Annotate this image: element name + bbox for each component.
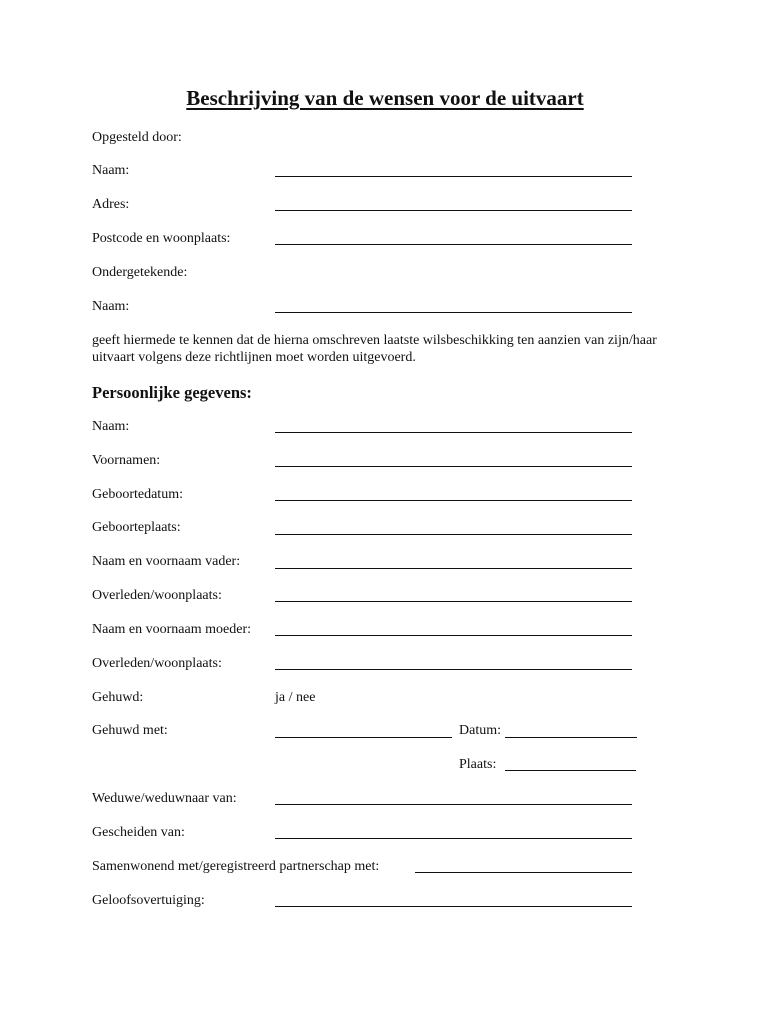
ondergetekende-label: Ondergetekende: [92,265,188,280]
overleden-moeder-label: Overleden/woonplaats: [92,656,222,671]
samenwonend-field[interactable] [415,872,632,873]
geloof-label: Geloofsovertuiging: [92,893,205,908]
geboortedatum-field[interactable] [275,500,632,501]
geboorteplaats-field[interactable] [275,534,632,535]
gehuwd-value[interactable]: ja / nee [275,690,316,705]
plaats-field[interactable] [505,770,636,771]
gehuwd-met-label: Gehuwd met: [92,723,168,738]
weduwe-label: Weduwe/weduwnaar van: [92,791,237,806]
gehuwd-label: Gehuwd: [92,690,144,705]
voornamen-label: Voornamen: [92,453,161,468]
datum-label: Datum: [459,723,501,738]
gescheiden-label: Gescheiden van: [92,825,185,840]
signer-name-field[interactable] [275,312,632,313]
samenwonend-label: Samenwonend met/geregistreerd partnerschap met: [92,859,380,874]
personal-name-label: Naam: [92,419,130,434]
author-postcode-label: Postcode en woonplaats: [92,231,231,246]
author-postcode-field[interactable] [275,244,632,245]
overleden-moeder-field[interactable] [275,669,632,670]
moeder-label: Naam en voornaam moeder: [92,622,251,637]
personal-heading: Persoonlijke gegevens: [92,383,252,402]
form-title: Beschrijving van de wensen voor de uitvaart [186,86,584,110]
author-name-label: Naam: [92,163,130,178]
vader-label: Naam en voornaam vader: [92,554,241,569]
vader-field[interactable] [275,568,632,569]
personal-name-field[interactable] [275,432,632,433]
weduwe-field[interactable] [275,804,632,805]
opgesteld-door-label: Opgesteld door: [92,130,182,145]
signer-name-label: Naam: [92,299,130,314]
geboorteplaats-label: Geboorteplaats: [92,520,181,535]
geboortedatum-label: Geboortedatum: [92,487,183,502]
plaats-label: Plaats: [459,757,497,772]
author-address-label: Adres: [92,197,130,212]
voornamen-field[interactable] [275,466,632,467]
author-address-field[interactable] [275,210,632,211]
datum-field[interactable] [505,737,637,738]
moeder-field[interactable] [275,635,632,636]
gescheiden-field[interactable] [275,838,632,839]
overleden-vader-field[interactable] [275,601,632,602]
overleden-vader-label: Overleden/woonplaats: [92,588,222,603]
declaration-text: geeft hiermede te kennen dat de hierna omschreven laatste wilsbeschikking ten aanzien van zijn/haar uitvaart volgens deze richtlijnen moet worden uitgevoerd. [92,333,657,365]
author-name-field[interactable] [275,176,632,177]
geloof-field[interactable] [275,906,632,907]
gehuwd-met-field[interactable] [275,737,452,738]
